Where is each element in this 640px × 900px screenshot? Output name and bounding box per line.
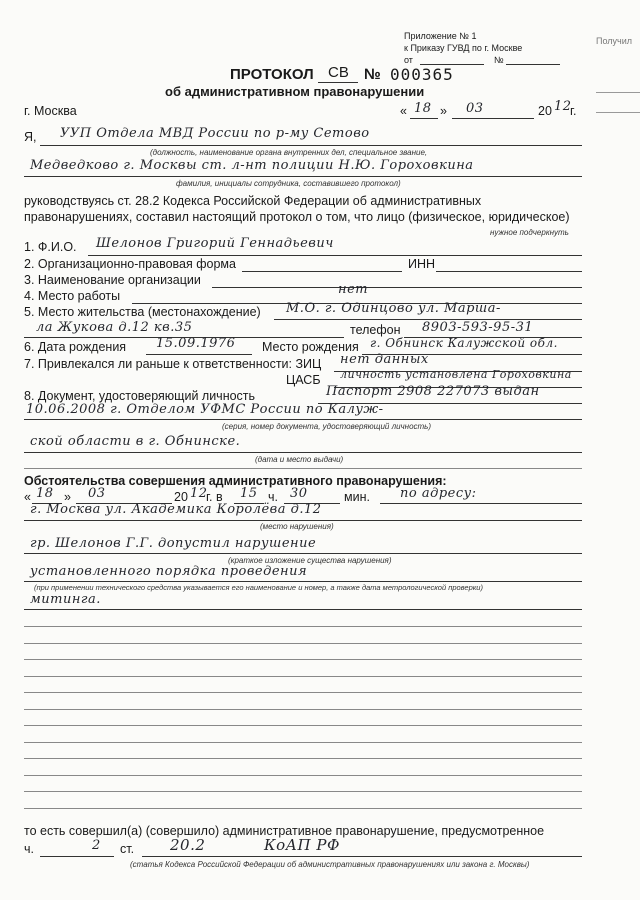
date-day: 18 <box>414 101 432 116</box>
circ-summary-2: установленного порядка проведения <box>30 564 308 579</box>
circ-summary-1: гр. Шелонов Г.Г. допустил нарушение <box>30 536 317 551</box>
date-month: 03 <box>466 101 484 116</box>
protocol-series: СВ <box>328 64 349 81</box>
phone-value: 8903-593-95-31 <box>422 320 534 335</box>
doc-caption-2: (дата и место выдачи) <box>255 455 344 464</box>
circ-hour: 15 <box>240 486 258 501</box>
org-form-line <box>242 271 402 272</box>
protocol-subtitle: об административном правонарушении <box>165 84 425 99</box>
org-form-label: 2. Организационно-правовая форма <box>24 257 236 271</box>
blank-line <box>24 676 582 677</box>
underline-note: нужное подчеркнуть <box>490 228 569 237</box>
officer-caption-2: фамилия, инициалы сотрудника, составившего протокол) <box>176 179 401 188</box>
circ-min: мин. <box>344 490 370 504</box>
officer-name: Медведково г. Москвы ст. л-нт полиции Н.Ю. Гороховкина <box>30 158 474 173</box>
doc-label: 8. Документ, удостоверяющий личность <box>24 389 256 403</box>
footer-st-line <box>142 856 582 857</box>
circ-quote-close: » <box>64 490 71 504</box>
circ-year-suffix: 12 <box>190 486 208 501</box>
doc-value-1: Паспорт 2908 227073 выдан <box>326 384 540 399</box>
protocol-title: ПРОТОКОЛ <box>230 66 314 83</box>
edge-line <box>596 112 640 113</box>
work-label: 4. Место работы <box>24 289 121 303</box>
fio-label: 1. Ф.И.О. <box>24 240 77 254</box>
blank-line <box>24 742 582 743</box>
birth-line <box>146 354 252 355</box>
footer-ch-label: ч. <box>24 842 34 856</box>
blank-line <box>24 775 582 776</box>
fio-line <box>88 255 582 256</box>
doc-line-2 <box>24 419 582 420</box>
birth-label: 6. Дата рождения <box>24 340 127 354</box>
legal-line-1: руководствуясь ст. 28.2 Кодекса Российской Федерации об административных <box>24 194 482 208</box>
summary-caption: (краткое изложение существа нарушения) <box>228 556 392 565</box>
circ-address-line-1 <box>380 503 582 504</box>
blank-line <box>24 725 582 726</box>
inn-line <box>436 271 582 272</box>
phone-label: телефон <box>350 323 401 337</box>
year-g: г. <box>570 104 577 118</box>
annex-from-label: от <box>404 55 413 65</box>
cash-value: личность установлена Гороховкина <box>340 368 572 381</box>
officer-position: УУП Отдела МВД России по р-му Сетово <box>60 126 370 141</box>
footer-caption: (статья Кодекса Российской Федерации об административных правонарушениях или закона г. Москвы) <box>130 860 530 869</box>
legal-line-2: правонарушениях, составил настоящий протокол о том, что лицо (физическое, юридическое) <box>24 210 570 224</box>
prior-label: 7. Привлекался ли раньше к ответственности: ЗИЦ <box>24 357 322 371</box>
annex-num-label: № <box>494 55 504 65</box>
number-label: № <box>364 66 381 83</box>
cash-label: ЦАСБ <box>286 373 321 387</box>
annex-line-2: к Приказу ГУВД по г. Москве <box>404 43 523 53</box>
edge-text: Получил <box>596 36 632 46</box>
blank-line <box>24 643 582 644</box>
circ-address-2: г. Москва ул. Академика Королёва д.12 <box>30 502 322 517</box>
ya-label: Я, <box>24 130 37 144</box>
place-caption: (место нарушения) <box>260 522 334 531</box>
officer-line-2 <box>24 176 582 177</box>
circ-quote-open: « <box>24 490 31 504</box>
protocol-number: 000365 <box>390 65 454 84</box>
doc-value-3: ской области в г. Обнинске. <box>30 434 241 449</box>
blank-line <box>24 709 582 710</box>
quote-open: « <box>400 104 407 118</box>
circumstances-heading: Обстоятельства совершения административного правонарушения: <box>24 474 447 488</box>
zic-value: нет данных <box>340 352 429 367</box>
inn-label: ИНН <box>408 257 436 271</box>
residence-label: 5. Место жительства (местонахождение) <box>24 305 261 319</box>
footer-ch-line <box>40 856 114 857</box>
quote-close: » <box>440 104 447 118</box>
city: г. Москва <box>24 104 77 118</box>
circ-year-prefix: 20 <box>174 490 188 504</box>
circ-address-line-2 <box>24 520 582 521</box>
annex-line-1: Приложение № 1 <box>404 31 477 41</box>
tech-caption: (при применении технического средства указывается его наименование и номер, а также дата метрологической проверки) <box>34 583 483 592</box>
footer-st-label: ст. <box>120 842 135 856</box>
circ-summary-3: митинга. <box>30 592 101 607</box>
doc-value-2: 10.06.2008 г. Отделом УФМС России по Калуж- <box>26 402 384 417</box>
doc-line-3 <box>24 452 582 453</box>
footer-code-value: КоАП РФ <box>264 836 340 854</box>
footer-line-1: то есть совершил(а) (совершило) административное правонарушение, предусмотренное <box>24 824 545 838</box>
blank-line <box>24 659 582 660</box>
org-name-line <box>212 287 582 288</box>
doc-line-4 <box>24 468 582 469</box>
circ-summary-line-1 <box>24 553 582 554</box>
birth-value: 15.09.1976 <box>156 336 236 351</box>
year-prefix: 20 <box>538 104 552 118</box>
officer-line-1 <box>40 145 582 146</box>
org-name-label: 3. Наименование организации <box>24 273 201 287</box>
residence-value-1: М.О. г. Одинцово ул. Марша- <box>286 301 501 316</box>
footer-ch-value: 2 <box>92 838 101 853</box>
residence-value-2: ла Жукова д.12 кв.35 <box>36 320 193 335</box>
blank-line <box>24 758 582 759</box>
circ-summary-line-3 <box>24 609 582 610</box>
work-value: нет <box>338 282 369 297</box>
circ-address-1: по адресу: <box>400 486 477 501</box>
month-line <box>452 118 534 119</box>
circ-day: 18 <box>36 486 54 501</box>
officer-caption-1: (должность, наименование органа внутренних дел, специальное звание, <box>150 148 428 157</box>
birthplace-label: Место рождения <box>262 340 359 354</box>
circ-month: 03 <box>88 486 106 501</box>
circ-minute: 30 <box>290 486 308 501</box>
series-line <box>318 82 358 83</box>
fio-value: Шелонов Григорий Геннадьевич <box>96 236 334 251</box>
annex-number-line <box>506 64 560 65</box>
edge-line <box>596 92 640 93</box>
blank-line <box>24 626 582 627</box>
circ-g-v: г. в <box>206 490 223 504</box>
blank-line <box>24 692 582 693</box>
blank-line <box>24 808 582 809</box>
circ-summary-line-2 <box>24 581 582 582</box>
birthplace-value: г. Обнинск Калужской обл. <box>370 336 558 350</box>
year-suffix: 12 <box>554 99 572 114</box>
circ-ch: ч. <box>268 490 278 504</box>
blank-line <box>24 791 582 792</box>
day-line <box>410 118 438 119</box>
doc-caption-1: (серия, номер документа, удостоверяющий личность) <box>222 422 432 431</box>
footer-st-value: 20.2 <box>170 836 206 854</box>
